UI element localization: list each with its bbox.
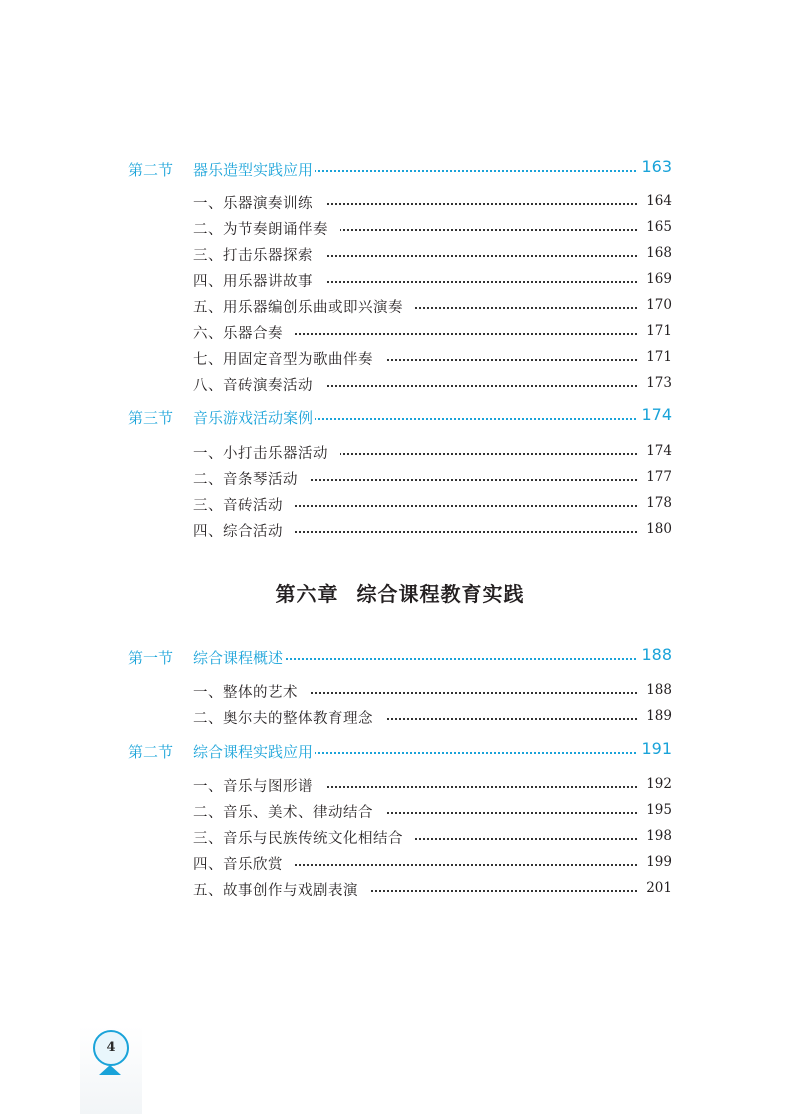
item-title: 一、音乐与图形谱 [193, 775, 325, 796]
item-page-number: 171 [638, 349, 672, 365]
item-page-number: 170 [638, 297, 672, 313]
item-title: 四、综合活动 [193, 520, 295, 541]
toc-item-row[interactable] [0, 190, 800, 212]
item-page-number: 174 [638, 443, 672, 459]
item-page-number: 173 [638, 375, 672, 391]
section-title: 综合课程实践应用 [193, 743, 314, 761]
item-title: 二、为节奏朗诵伴奏 [193, 218, 340, 239]
item-page-number: 164 [638, 193, 672, 209]
chapter-heading[interactable] [0, 578, 800, 607]
item-page-number: 188 [638, 682, 672, 698]
toc-item-row[interactable] [0, 851, 800, 873]
toc-item-row[interactable] [0, 518, 800, 540]
item-title: 一、小打击乐器活动 [193, 442, 340, 463]
item-title: 三、音砖活动 [193, 494, 295, 515]
toc-item-row[interactable] [0, 440, 800, 462]
toc-section-row[interactable] [0, 739, 800, 761]
toc-item-row[interactable] [0, 294, 800, 316]
item-page-number: 169 [638, 271, 672, 287]
toc-section-row[interactable] [0, 157, 800, 179]
section-number: 第三节 [128, 409, 174, 427]
toc-item-row[interactable] [0, 773, 800, 795]
item-page-number: 198 [638, 828, 672, 844]
item-page-number: 165 [638, 219, 672, 235]
item-page-number: 180 [638, 521, 672, 537]
item-title: 七、用固定音型为歌曲伴奏 [193, 348, 385, 369]
section-title: 音乐游戏活动案例 [193, 409, 314, 427]
item-page-number: 189 [638, 708, 672, 724]
item-title: 五、故事创作与戏剧表演 [193, 879, 370, 900]
toc-item-row[interactable] [0, 242, 800, 264]
item-title: 四、用乐器讲故事 [193, 270, 325, 291]
item-page-number: 168 [638, 245, 672, 261]
toc-item-row[interactable] [0, 492, 800, 514]
toc-section-row[interactable] [0, 645, 800, 667]
item-title: 三、打击乐器探索 [193, 244, 325, 265]
section-number: 第二节 [128, 161, 174, 179]
section-page-number: 163 [638, 157, 672, 176]
section-title: 器乐造型实践应用 [193, 161, 314, 179]
toc-item-row[interactable] [0, 799, 800, 821]
item-title: 二、奥尔夫的整体教育理念 [193, 707, 385, 728]
item-title: 八、音砖演奏活动 [193, 374, 325, 395]
toc-item-row[interactable] [0, 466, 800, 488]
toc-item-row[interactable] [0, 679, 800, 701]
item-title: 一、乐器演奏训练 [193, 192, 325, 213]
item-page-number: 201 [638, 880, 672, 896]
item-title: 五、用乐器编创乐曲或即兴演奏 [193, 296, 415, 317]
triangle-marker-icon [99, 1065, 121, 1075]
toc-item-row[interactable] [0, 372, 800, 394]
item-page-number: 195 [638, 802, 672, 818]
toc-item-row[interactable] [0, 216, 800, 238]
item-title: 四、音乐欣赏 [193, 853, 295, 874]
section-number: 第一节 [128, 649, 174, 667]
item-page-number: 199 [638, 854, 672, 870]
toc-item-row[interactable] [0, 877, 800, 899]
item-page-number: 192 [638, 776, 672, 792]
item-page-number: 178 [638, 495, 672, 511]
item-page-number: 171 [638, 323, 672, 339]
chapter-title: 综合课程教育实践 [356, 582, 525, 606]
item-title: 一、整体的艺术 [193, 681, 310, 702]
item-title: 二、音条琴活动 [193, 468, 310, 489]
section-page-number: 188 [638, 645, 672, 664]
toc-item-row[interactable] [0, 268, 800, 290]
section-page-number: 191 [638, 739, 672, 758]
section-title: 综合课程概述 [193, 649, 284, 667]
section-number: 第二节 [128, 743, 174, 761]
toc-item-row[interactable] [0, 705, 800, 727]
toc-item-row[interactable] [0, 346, 800, 368]
item-title: 二、音乐、美术、律动结合 [193, 801, 385, 822]
page-number: 4 [93, 1030, 129, 1066]
page-number-badge [80, 1026, 142, 1114]
toc-item-row[interactable] [0, 320, 800, 342]
toc-section-row[interactable] [0, 405, 800, 427]
section-page-number: 174 [638, 405, 672, 424]
chapter-number: 第六章 [275, 582, 339, 606]
toc-item-row[interactable] [0, 825, 800, 847]
item-title: 三、音乐与民族传统文化相结合 [193, 827, 415, 848]
item-title: 六、乐器合奏 [193, 322, 295, 343]
item-page-number: 177 [638, 469, 672, 485]
